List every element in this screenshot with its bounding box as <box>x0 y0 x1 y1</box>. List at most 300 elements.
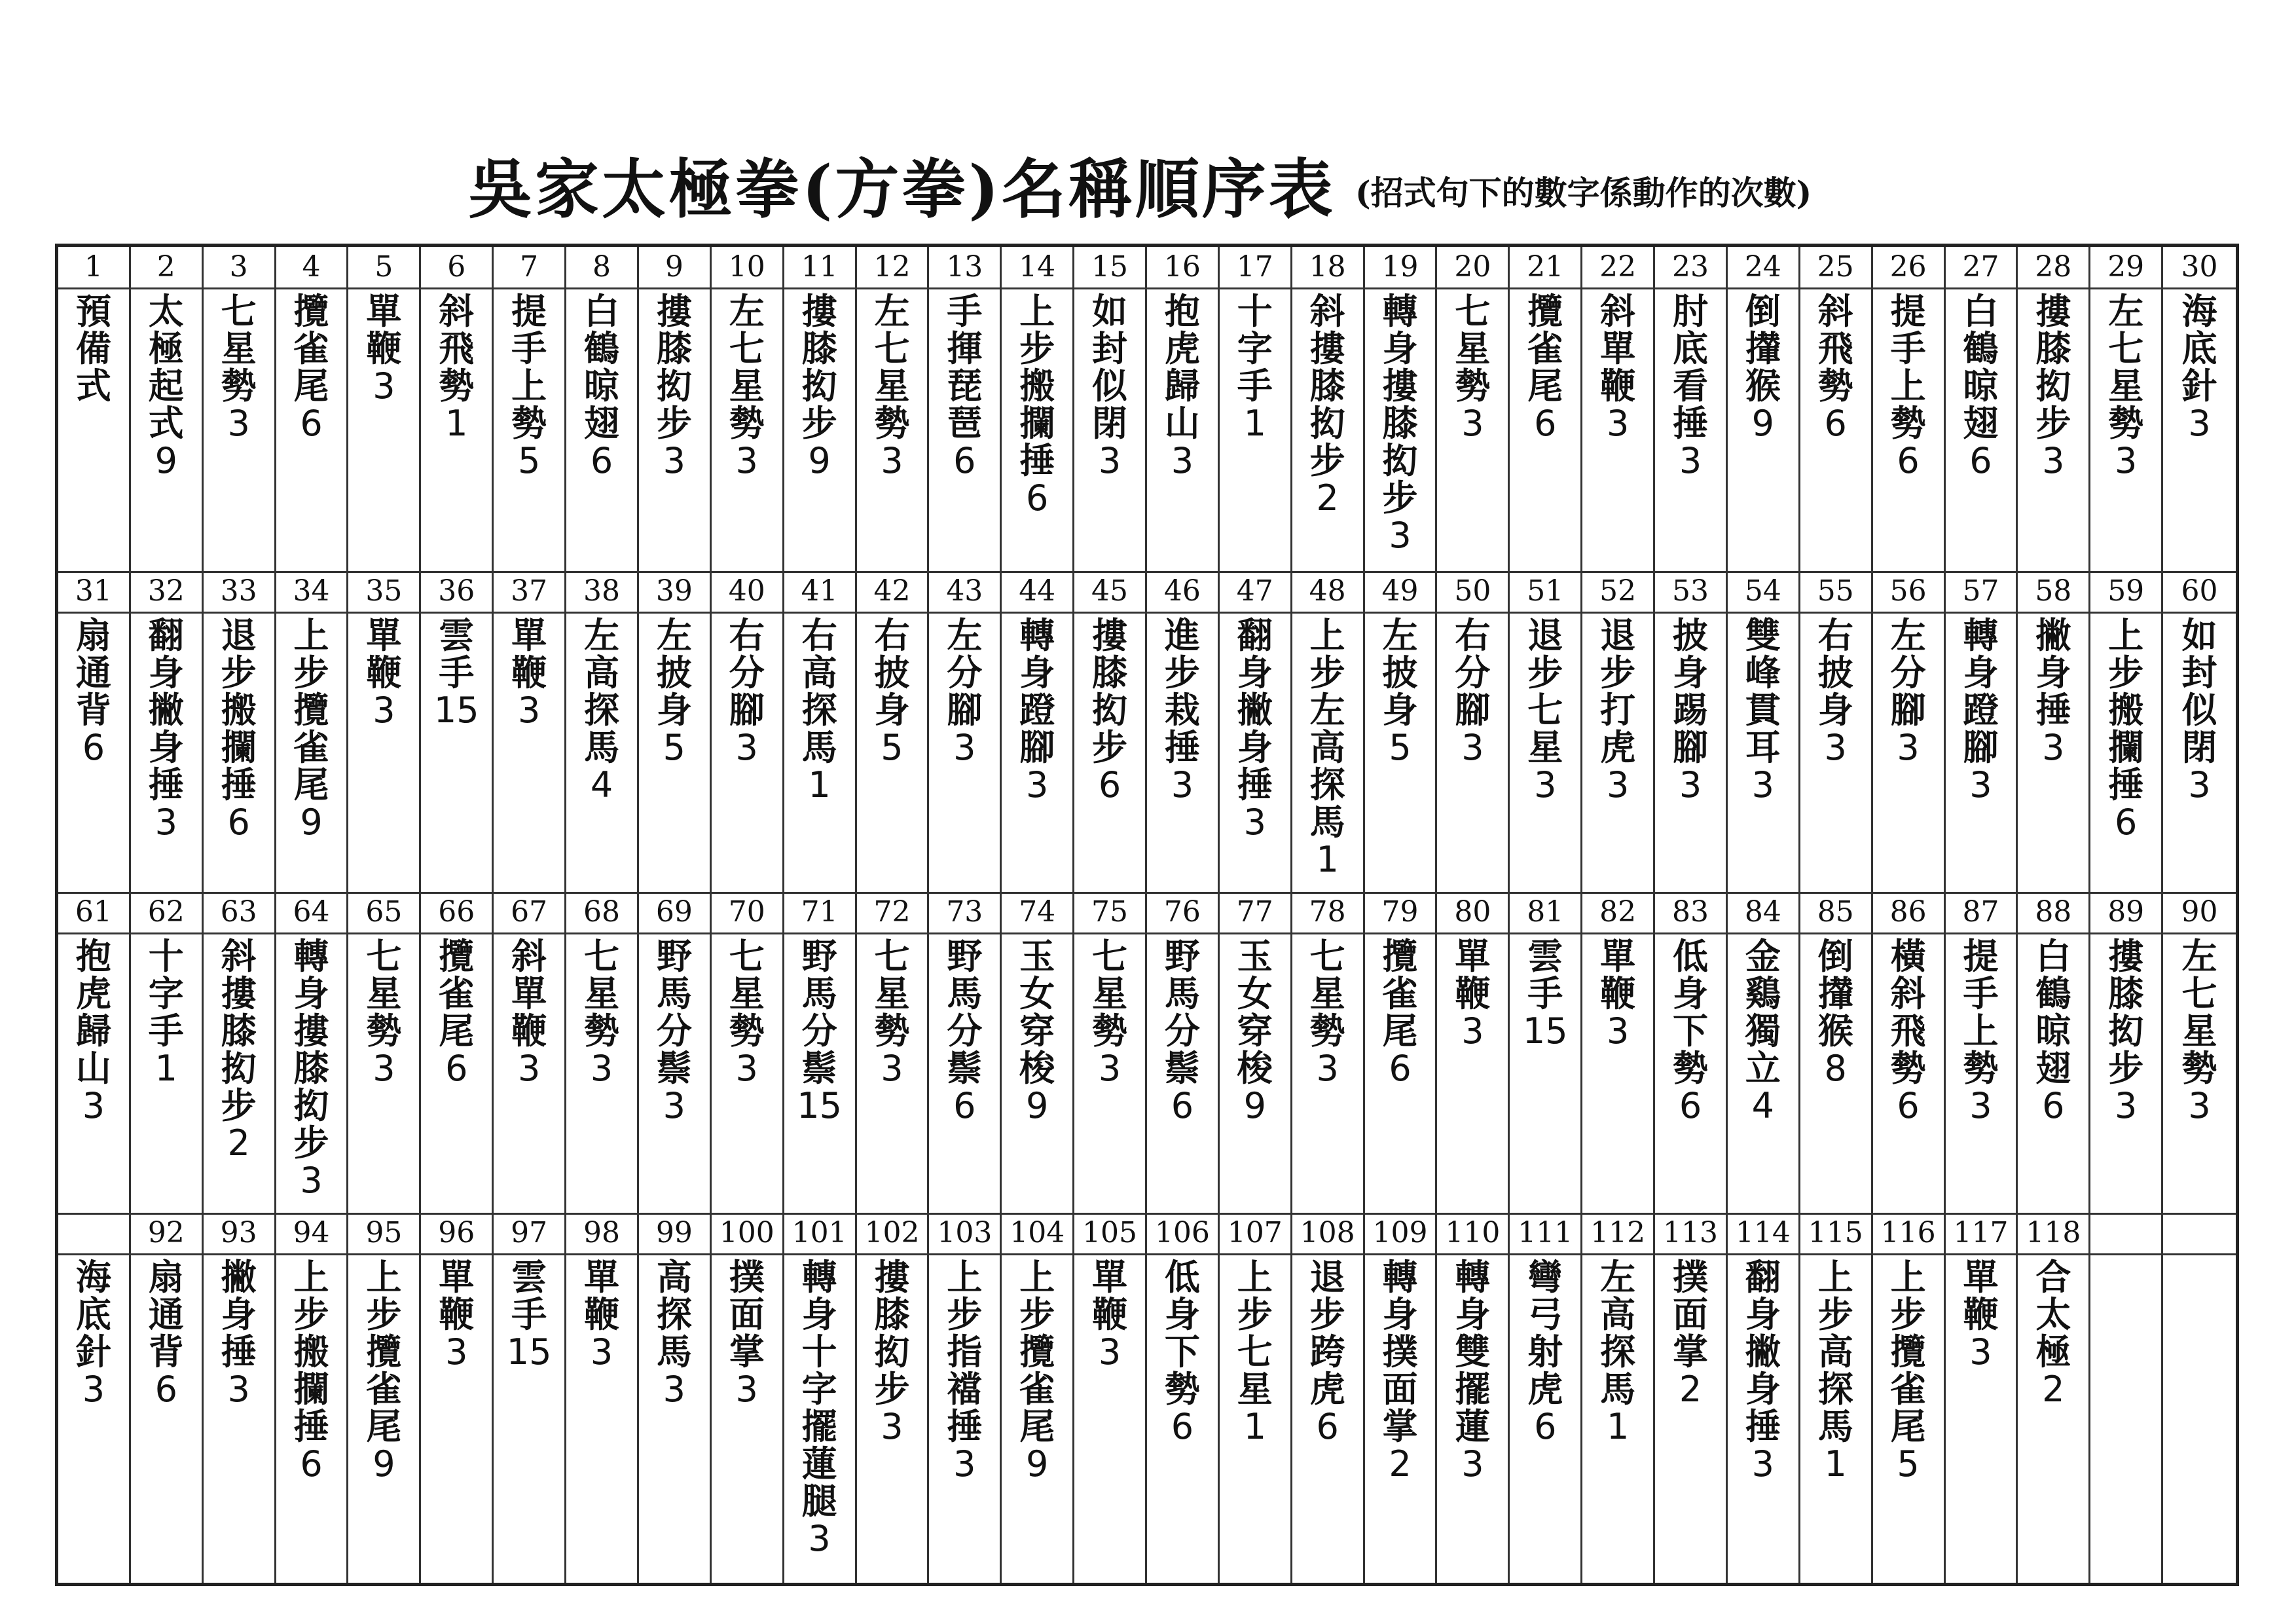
move-entry <box>1437 1256 1508 1485</box>
table-cell <box>131 571 204 892</box>
move-name: 抱虎歸山 <box>75 935 111 1089</box>
move-entry <box>1365 1256 1436 1485</box>
move-count: 6 <box>1534 1406 1557 1447</box>
move-name: 摟膝抝步 <box>801 290 837 444</box>
move-entry <box>1728 614 1798 805</box>
table-cell <box>58 892 131 1213</box>
move-number: 33 <box>220 574 257 608</box>
move-entry <box>784 290 855 481</box>
move-entry <box>131 935 202 1089</box>
move-count: 3 <box>881 440 903 481</box>
move-count: 3 <box>1679 764 1702 805</box>
move-count: 3 <box>1026 764 1049 805</box>
table-cell <box>929 892 1002 1213</box>
move-entry <box>1873 935 1944 1126</box>
move-name: 左七星勢 <box>729 290 765 444</box>
move-entry <box>1582 1256 1653 1447</box>
move-count: 3 <box>1969 1331 1992 1373</box>
table-cell <box>1074 571 1147 892</box>
move-entry <box>1728 935 1798 1126</box>
move-number: 22 <box>1599 250 1637 284</box>
move-number: 61 <box>75 895 112 929</box>
move-count: 3 <box>1534 764 1557 805</box>
move-count: 1 <box>1243 403 1266 444</box>
move-count: 3 <box>1461 403 1484 444</box>
move-count: 6 <box>227 802 250 843</box>
move-number: 93 <box>220 1216 257 1249</box>
move-name: 上步搬攔捶 <box>1019 290 1055 481</box>
move-count: 9 <box>1243 1085 1266 1126</box>
move-entry <box>784 1256 855 1559</box>
move-name: 摟膝抝步 <box>656 290 692 444</box>
move-count: 2 <box>2042 1369 2065 1410</box>
table-cell <box>639 571 712 892</box>
move-name: 上步七星 <box>1237 1256 1273 1410</box>
table-cell <box>1655 1213 1728 1583</box>
move-number: 55 <box>1817 574 1854 608</box>
move-count: 3 <box>1389 515 1412 556</box>
move-number: 34 <box>293 574 330 608</box>
move-entry <box>1002 614 1072 805</box>
move-number: 67 <box>511 895 548 929</box>
move-entry <box>1728 1256 1798 1485</box>
move-number: 57 <box>1962 574 1999 608</box>
move-number: 86 <box>1889 895 1927 929</box>
table-cell <box>929 571 1002 892</box>
move-name: 手揮琵琶 <box>947 290 983 444</box>
move-name: 七星勢 <box>1455 290 1491 407</box>
move-name: 如封似閉 <box>1092 290 1128 444</box>
move-number: 66 <box>438 895 475 929</box>
move-number: 45 <box>1091 574 1129 608</box>
move-count: 9 <box>1026 1085 1049 1126</box>
move-number: 52 <box>1599 574 1637 608</box>
move-entry <box>1292 1256 1363 1447</box>
table-cell <box>1365 247 1438 571</box>
move-entry <box>1292 935 1363 1089</box>
table-cell <box>1946 571 2018 892</box>
move-name: 玉女穿梭 <box>1019 935 1055 1089</box>
move-entry <box>1800 1256 1871 1485</box>
move-number: 27 <box>1962 250 1999 284</box>
move-name: 右分腳 <box>1455 614 1491 731</box>
move-number: 102 <box>864 1216 920 1249</box>
move-number: 2 <box>156 250 175 284</box>
move-entry <box>421 614 492 731</box>
move-count: 3 <box>663 440 686 481</box>
table-cell <box>857 1213 930 1583</box>
move-count: 3 <box>1461 727 1484 768</box>
table-cell <box>712 892 784 1213</box>
table-cell <box>1437 571 1510 892</box>
move-number: 3 <box>229 250 248 284</box>
table-cell <box>1800 571 1873 892</box>
table-cell <box>1292 247 1365 571</box>
table-cell <box>1946 892 2018 1213</box>
move-count: 9 <box>1026 1443 1049 1485</box>
move-entry <box>1946 614 2016 805</box>
move-name: 撲面掌 <box>729 1256 765 1373</box>
move-number: 115 <box>1808 1216 1863 1249</box>
move-number: 59 <box>2107 574 2145 608</box>
table-cell <box>204 571 276 892</box>
move-number: 101 <box>792 1216 847 1249</box>
move-name: 海底針 <box>75 1256 111 1373</box>
move-count: 6 <box>82 727 105 768</box>
move-entry <box>712 614 782 768</box>
move-number: 68 <box>583 895 620 929</box>
move-entry <box>276 290 347 444</box>
move-name: 斜單鞭 <box>1600 290 1636 407</box>
move-name: 高探馬 <box>656 1256 692 1373</box>
move-count: 2 <box>1316 477 1339 519</box>
move-name: 如封似閉 <box>2181 614 2217 768</box>
move-name: 上步搬攔捶 <box>2108 614 2144 805</box>
move-name: 雲手 <box>511 1256 547 1335</box>
move-number: 107 <box>1227 1216 1283 1249</box>
move-number: 106 <box>1154 1216 1210 1249</box>
table-cell <box>1292 1213 1365 1583</box>
table-cell <box>494 892 566 1213</box>
move-name: 左七星勢 <box>2108 290 2144 444</box>
move-entry <box>1873 614 1944 768</box>
move-entry <box>204 1256 274 1410</box>
move-entry <box>131 614 202 843</box>
move-count: 3 <box>1316 1048 1339 1089</box>
move-count: 2 <box>227 1122 250 1164</box>
move-count: 3 <box>227 1369 250 1410</box>
table-cell <box>857 892 930 1213</box>
move-entry <box>1873 290 1944 481</box>
table-cell <box>1365 1213 1438 1583</box>
move-entry <box>1582 290 1653 444</box>
move-count: 15 <box>1522 1010 1568 1052</box>
move-count: 3 <box>2188 1085 2211 1126</box>
move-number: 82 <box>1599 895 1637 929</box>
table-cell <box>1510 247 1582 571</box>
move-count: 2 <box>1389 1443 1412 1485</box>
move-number: 95 <box>365 1216 403 1249</box>
move-count: 3 <box>735 440 758 481</box>
move-name: 斜飛勢 <box>439 290 475 407</box>
table-cell <box>204 247 276 571</box>
move-name: 上步攬雀尾 <box>1890 1256 1926 1447</box>
move-entry <box>1365 290 1436 556</box>
move-entry <box>58 1256 129 1410</box>
move-count: 6 <box>1679 1085 1702 1126</box>
table-cell <box>2163 1213 2236 1583</box>
move-number: 40 <box>728 574 765 608</box>
move-entry <box>58 290 129 407</box>
move-number: 14 <box>1019 250 1056 284</box>
move-entry <box>1074 935 1145 1089</box>
table-cell <box>1510 571 1582 892</box>
move-name: 彎弓射虎 <box>1527 1256 1563 1410</box>
move-count: 6 <box>953 1085 976 1126</box>
move-name: 摟膝抝步 <box>2108 935 2144 1089</box>
move-count: 6 <box>1897 1085 1920 1126</box>
table-cell <box>1873 1213 1946 1583</box>
move-count: 1 <box>1316 839 1339 880</box>
move-number: 109 <box>1372 1216 1428 1249</box>
table-cell <box>421 571 494 892</box>
move-number: 90 <box>2181 895 2218 929</box>
table-cell <box>1655 247 1728 571</box>
move-number: 114 <box>1735 1216 1791 1249</box>
move-number: 19 <box>1381 250 1419 284</box>
move-name: 七星勢 <box>874 935 910 1052</box>
move-count: 3 <box>663 1369 686 1410</box>
move-entry <box>712 935 782 1089</box>
move-name: 雲手 <box>1527 935 1563 1014</box>
table-cell <box>1147 892 1220 1213</box>
table-cell <box>58 247 131 571</box>
move-count: 6 <box>1171 1085 1194 1126</box>
move-entry <box>1365 614 1436 768</box>
move-count: 6 <box>1171 1406 1194 1447</box>
move-number: 24 <box>1744 250 1781 284</box>
table-cell <box>58 571 131 892</box>
move-count: 6 <box>300 1443 323 1485</box>
table-cell <box>276 1213 349 1583</box>
move-number: 100 <box>719 1216 774 1249</box>
move-count: 3 <box>808 1518 831 1559</box>
move-number: 97 <box>511 1216 548 1249</box>
move-entry <box>1292 290 1363 519</box>
move-number: 79 <box>1381 895 1419 929</box>
move-name: 左分腳 <box>947 614 983 731</box>
move-count: 3 <box>1824 727 1847 768</box>
table-cell <box>1800 1213 1873 1583</box>
move-count: 6 <box>1969 440 1992 481</box>
move-name: 合太極 <box>2035 1256 2071 1373</box>
move-count: 3 <box>1969 764 1992 805</box>
move-entry <box>1002 935 1072 1126</box>
move-entry <box>2018 290 2088 481</box>
move-number: 98 <box>583 1216 620 1249</box>
move-name: 抱虎歸山 <box>1164 290 1200 444</box>
move-count: 6 <box>1897 440 1920 481</box>
move-number: 80 <box>1454 895 1491 929</box>
move-number: 63 <box>220 895 257 929</box>
move-name: 攬雀尾 <box>293 290 329 407</box>
table-cell <box>1074 1213 1147 1583</box>
move-number: 103 <box>937 1216 993 1249</box>
move-name: 七星勢 <box>1309 935 1345 1052</box>
move-entry <box>2018 935 2088 1126</box>
move-name: 白鶴晾翅 <box>2035 935 2071 1089</box>
move-count: 3 <box>2115 1085 2138 1126</box>
move-entry <box>1655 1256 1726 1410</box>
table-cell <box>1582 892 1655 1213</box>
header <box>0 144 2296 236</box>
move-count: 15 <box>433 690 479 731</box>
move-count: 9 <box>300 802 323 843</box>
move-entry <box>276 1256 347 1485</box>
move-number: 99 <box>655 1216 693 1249</box>
move-entry <box>494 614 564 731</box>
move-count: 3 <box>155 802 177 843</box>
move-name: 退步跨虎 <box>1309 1256 1345 1410</box>
move-number: 13 <box>946 250 983 284</box>
move-name: 七星勢 <box>729 935 765 1052</box>
move-count: 3 <box>373 690 395 731</box>
move-name: 斜飛勢 <box>1817 290 1853 407</box>
table-cell <box>1728 247 1800 571</box>
move-name: 單鞭 <box>583 1256 619 1335</box>
move-entry <box>1800 935 1871 1089</box>
move-entry <box>131 1256 202 1410</box>
table-cell <box>857 571 930 892</box>
table-cell <box>348 571 421 892</box>
move-name: 雙峰貫耳 <box>1745 614 1781 768</box>
table-cell <box>2163 247 2236 571</box>
table-cell <box>784 571 857 892</box>
table-cell <box>1292 571 1365 892</box>
move-name: 轉身雙擺蓮 <box>1455 1256 1491 1447</box>
table-cell <box>1728 892 1800 1213</box>
move-entry <box>1510 1256 1580 1447</box>
move-entry <box>2163 290 2236 444</box>
move-name: 上步搬攔捶 <box>293 1256 329 1447</box>
table-cell <box>566 892 639 1213</box>
move-entry <box>204 290 274 444</box>
move-name: 七星勢 <box>1092 935 1128 1052</box>
move-number: 111 <box>1518 1216 1573 1249</box>
move-count: 6 <box>2042 1085 2065 1126</box>
move-count: 9 <box>1751 403 1775 444</box>
move-count: 3 <box>82 1085 105 1126</box>
move-number: 89 <box>2107 895 2145 929</box>
table-cell <box>1873 571 1946 892</box>
move-name: 七星勢 <box>221 290 257 407</box>
move-name: 單鞭 <box>1600 935 1636 1014</box>
move-name: 倒攆猴 <box>1745 290 1781 407</box>
move-name: 扇通背 <box>148 1256 184 1373</box>
move-number: 74 <box>1019 895 1056 929</box>
move-number: 12 <box>873 250 911 284</box>
move-entry <box>1437 935 1508 1052</box>
move-count: 3 <box>2042 727 2065 768</box>
move-number: 32 <box>147 574 185 608</box>
move-name: 野馬分鬃 <box>656 935 692 1089</box>
move-count: 9 <box>155 440 177 481</box>
move-name: 提手上勢 <box>1963 935 1999 1089</box>
move-number: 25 <box>1817 250 1854 284</box>
move-name: 轉身蹬腳 <box>1019 614 1055 768</box>
move-number: 118 <box>2026 1216 2081 1249</box>
move-entry <box>1074 614 1145 805</box>
table-cell <box>2018 247 2090 571</box>
move-entry <box>929 290 1000 481</box>
table-cell <box>131 1213 204 1583</box>
move-number: 54 <box>1744 574 1781 608</box>
table-cell <box>929 247 1002 571</box>
move-entry <box>857 290 928 481</box>
table-cell <box>1147 571 1220 892</box>
move-entry <box>712 1256 782 1410</box>
move-number: 62 <box>147 895 185 929</box>
move-number: 18 <box>1309 250 1346 284</box>
table-cell <box>639 892 712 1213</box>
move-count: 6 <box>590 440 613 481</box>
move-number: 16 <box>1163 250 1201 284</box>
move-count: 3 <box>300 1160 323 1201</box>
table-cell <box>857 247 930 571</box>
move-entry <box>784 614 855 805</box>
move-number: 20 <box>1454 250 1491 284</box>
table-cell <box>1365 571 1438 892</box>
move-name: 十字手 <box>148 935 184 1052</box>
move-name: 斜摟膝抝步 <box>1309 290 1345 481</box>
table-cell <box>1437 247 1510 571</box>
table-cell <box>276 892 349 1213</box>
table-cell <box>1873 892 1946 1213</box>
move-count: 3 <box>227 403 250 444</box>
move-number: 108 <box>1300 1216 1355 1249</box>
move-name: 肘底看捶 <box>1672 290 1708 444</box>
table-cell <box>2090 1213 2163 1583</box>
table-cell <box>566 1213 639 1583</box>
move-entry <box>784 935 855 1126</box>
table-cell <box>1946 247 2018 571</box>
move-count: 15 <box>797 1085 842 1126</box>
table-cell <box>348 1213 421 1583</box>
move-count: 3 <box>1751 1443 1775 1485</box>
move-entry <box>1437 290 1508 444</box>
move-count: 3 <box>590 1048 613 1089</box>
move-entry <box>1147 1256 1218 1447</box>
table-cell <box>784 247 857 571</box>
table-cell <box>1728 571 1800 892</box>
table-cell <box>566 571 639 892</box>
table-cell <box>566 247 639 571</box>
move-count: 5 <box>663 727 686 768</box>
move-count: 3 <box>2115 440 2138 481</box>
move-count: 6 <box>1389 1048 1412 1089</box>
move-count: 6 <box>1824 403 1847 444</box>
move-entry <box>1002 1256 1072 1485</box>
move-entry <box>2018 1256 2088 1410</box>
table-cell <box>1510 1213 1582 1583</box>
move-entry <box>1292 614 1363 880</box>
table-cell <box>1147 1213 1220 1583</box>
move-count: 3 <box>82 1369 105 1410</box>
move-count: 3 <box>1606 764 1630 805</box>
move-count: 5 <box>1897 1443 1920 1485</box>
move-number: 58 <box>2035 574 2072 608</box>
move-name: 左高探馬 <box>1600 1256 1636 1410</box>
move-number: 5 <box>374 250 393 284</box>
move-count: 3 <box>517 690 541 731</box>
sequence-table <box>55 244 2239 1586</box>
move-count: 6 <box>155 1369 177 1410</box>
move-entry <box>712 290 782 481</box>
table-cell <box>712 247 784 571</box>
move-name: 斜單鞭 <box>511 935 547 1052</box>
move-count: 5 <box>881 727 903 768</box>
move-number: 110 <box>1445 1216 1501 1249</box>
move-count: 3 <box>373 365 395 407</box>
move-number: 64 <box>293 895 330 929</box>
move-name: 左七星勢 <box>874 290 910 444</box>
move-number: 85 <box>1817 895 1854 929</box>
move-number: 51 <box>1527 574 1564 608</box>
move-count: 1 <box>1606 1406 1630 1447</box>
move-count: 9 <box>373 1443 395 1485</box>
move-number: 73 <box>946 895 983 929</box>
move-number: 65 <box>365 895 403 929</box>
